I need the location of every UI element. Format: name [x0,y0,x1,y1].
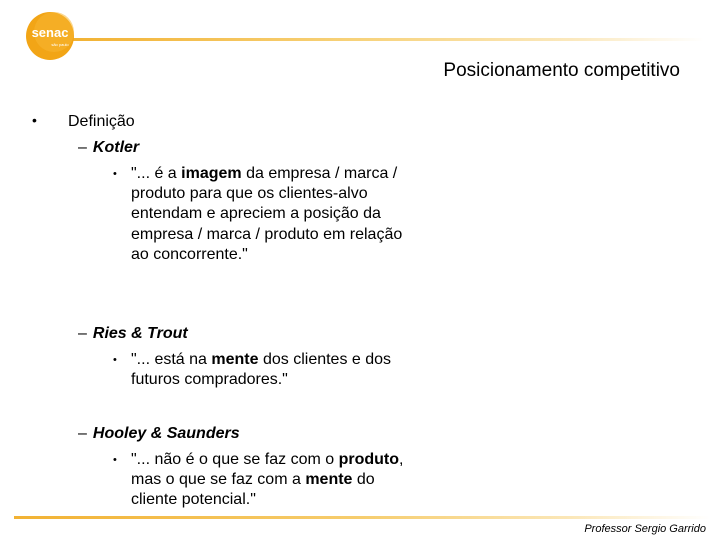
quote-bullet: • [113,168,117,180]
footer-rule [14,516,710,519]
quote-ries-trout: "... está na mente dos clientes e dos futuros compradores." [131,351,392,389]
emphasis-produto: produto [338,451,399,468]
quote-bullet: • [113,454,117,466]
author-dash: – [78,325,87,342]
emphasis-mente: mente [211,351,259,368]
author-hooley-saunders [78,424,240,443]
logo-subtext: são paulo [51,42,69,47]
author-name: Hooley & Saunders [92,425,240,442]
header-rule [70,38,704,41]
footer-credit: Professor Sergio Garrido [584,523,706,535]
author-ries-trout [78,324,188,343]
logo-text: senac [31,25,69,40]
slide-title: Posicionamento competitivo [443,60,680,81]
emphasis-mente: mente [305,471,353,489]
quote-hooley-saunders: "... não é o que se faz com o produto, mas o que se faz com a mente do cliente potencial." [131,451,404,509]
quote-kotler: "... é a imagem da empresa / marca / produto para que os clientes-alvo entendam e apreciem a posição da empresa / marca / produto em relação ao concorrente." [131,165,403,263]
author-name: Ries & Trout [92,325,188,342]
author-dash: – [78,139,87,156]
definition-label: Definição [68,113,135,130]
author-dash: – [78,425,87,442]
author-kotler [78,138,139,157]
author-name: Kotler [92,139,140,156]
definition-bullet: • [32,112,37,128]
emphasis-imagem: imagem [181,165,242,182]
quote-bullet: • [113,354,117,366]
senac-logo [12,10,88,62]
